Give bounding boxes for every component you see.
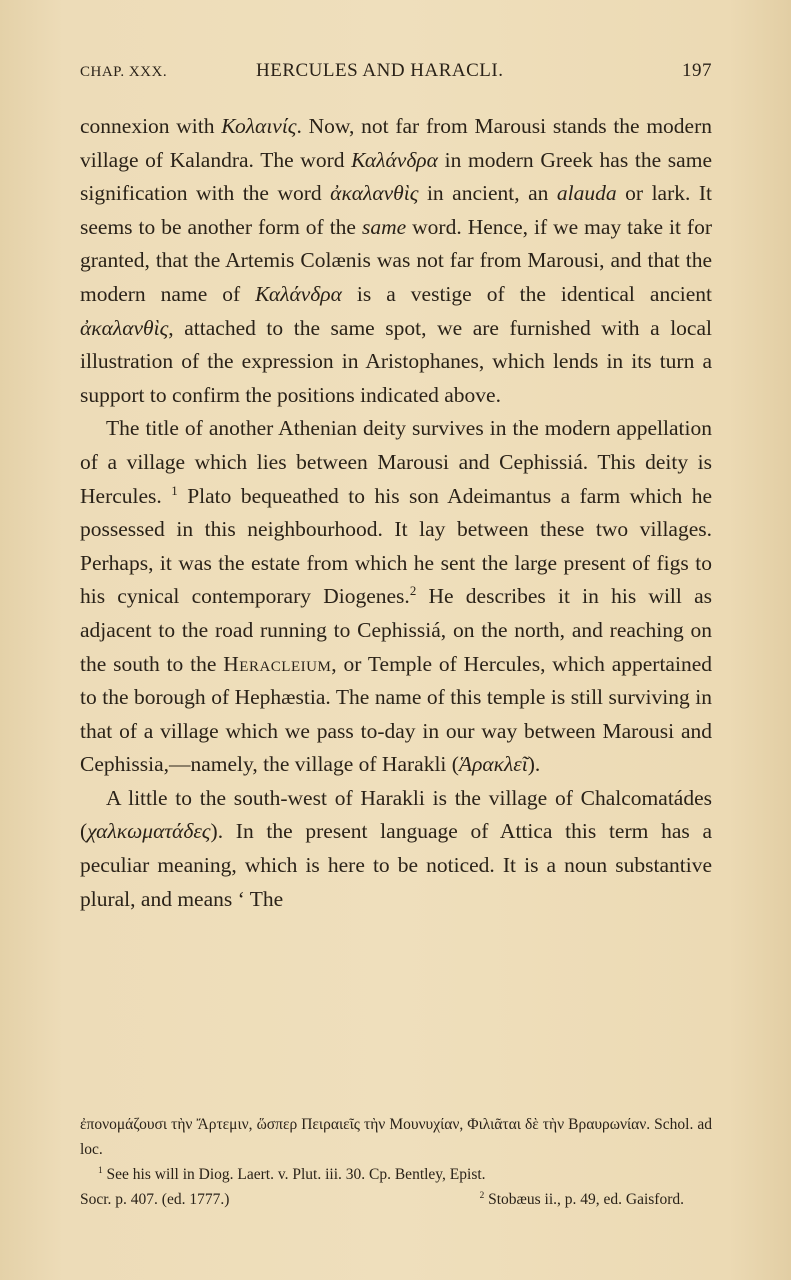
italic-term: same (361, 214, 407, 239)
text-run: Plato bequeathed to his son Adeimantus a farm which he possessed in this neighbourhood. It lay between these two villages. Perhaps, it was the estate from which he sent the large present of figs to his cynical contemporary Diogenes. (80, 483, 712, 609)
greek-term: Καλάνδρα (255, 281, 342, 306)
text-run: A little to the south-west of Harakli is the village of Chalcomatádes ( (80, 785, 712, 844)
footnote-2 (480, 1187, 684, 1212)
body-text (80, 110, 712, 916)
text-run: is a vestige of the identical ancient (341, 281, 712, 306)
greek-term: ἀκαλανθὶς (330, 181, 419, 206)
running-title: HERCULES AND HARACLI. (256, 60, 504, 81)
page-number: 197 (682, 60, 712, 81)
footnote-2-text: Stobæus ii., p. 49, ed. Gaisford. (484, 1191, 684, 1208)
greek-term: Κολαινίς (221, 114, 297, 138)
footnote-1-mark: 1 (98, 1165, 103, 1176)
footnotes (80, 1112, 712, 1212)
text-run: or lark. It seems to be another form of the (80, 181, 712, 239)
text-run: in modern Greek has the same signification with the word (80, 147, 712, 206)
text-run: , attached to the same spot, we are furnished with a local illustration of the expression in Aristophanes, which lends in its turn a support to confirm the positions indicated above. (80, 315, 712, 407)
greek-term: ἀκαλανθὶς (80, 315, 169, 340)
paragraph (80, 110, 712, 412)
greek-term: Καλάνδρα (351, 147, 438, 172)
italic-term: alauda (556, 181, 617, 206)
text-run: The title of another Athenian deity survives in the modern appellation of a village which lies between Marousi and Cephissiá. This deity is Hercules. (80, 416, 712, 508)
text-run: , or Temple of Hercules, which appertained to the borough of Hephæstia. The name of this temple is still surviving in that of a village which we pass to-day in our way between Marousi and Cephissia,—namely, the village of Harakli ( (80, 651, 712, 777)
text-run: in ancient, an (418, 181, 557, 206)
chapter-label: CHAP. XXX. (80, 64, 168, 80)
footnote-continued: ἐπονομάζουσι τὴν Ἄρτεμιν, ὥσπερ Πειραιεῖς τὴν Μουνυχίαν, Φιλιᾶται δὲ τὴν Βραυρωνίαν. Schol. ad loc. (80, 1116, 712, 1158)
footnote-line (80, 1187, 712, 1212)
small-caps-term: Heracleium (223, 651, 332, 676)
footnote-ref: 1 (171, 483, 178, 498)
footnote-1-text: See his will in Diog. Laert. v. Plut. iii. 30. Cp. Bentley, Epist. (102, 1166, 486, 1183)
text-run: connexion with (80, 114, 222, 138)
text-run: . Now, not far from Marousi stands the modern village of Kalandra. The word (80, 114, 712, 172)
footnote-ref: 2 (409, 584, 417, 599)
text-run: ). (527, 752, 541, 777)
running-head (80, 60, 712, 88)
greek-term: Ἁρακλεῖ (458, 752, 528, 777)
text-run: ). In the present language of Attica this term has a peculiar meaning, which is here to be noticed. It is a noun substantive plural, and means ‘ The (80, 819, 712, 911)
footnote-1-continuation: Socr. p. 407. (ed. 1777.) (80, 1191, 230, 1208)
paragraph (80, 412, 712, 782)
paragraph (80, 782, 712, 916)
footnote-1 (80, 1162, 712, 1187)
text-run: He describes it in his will as adjacent to the road running to Cephissiá, on the north, and reaching on the south to the (80, 584, 713, 676)
footnote-2-mark: 2 (479, 1190, 485, 1201)
text-run: word. Hence, if we may take it for granted, that the Artemis Colænis was not far from Marousi, and that the modern name of (80, 214, 712, 306)
greek-term: χαλκωματάδες (87, 819, 211, 844)
